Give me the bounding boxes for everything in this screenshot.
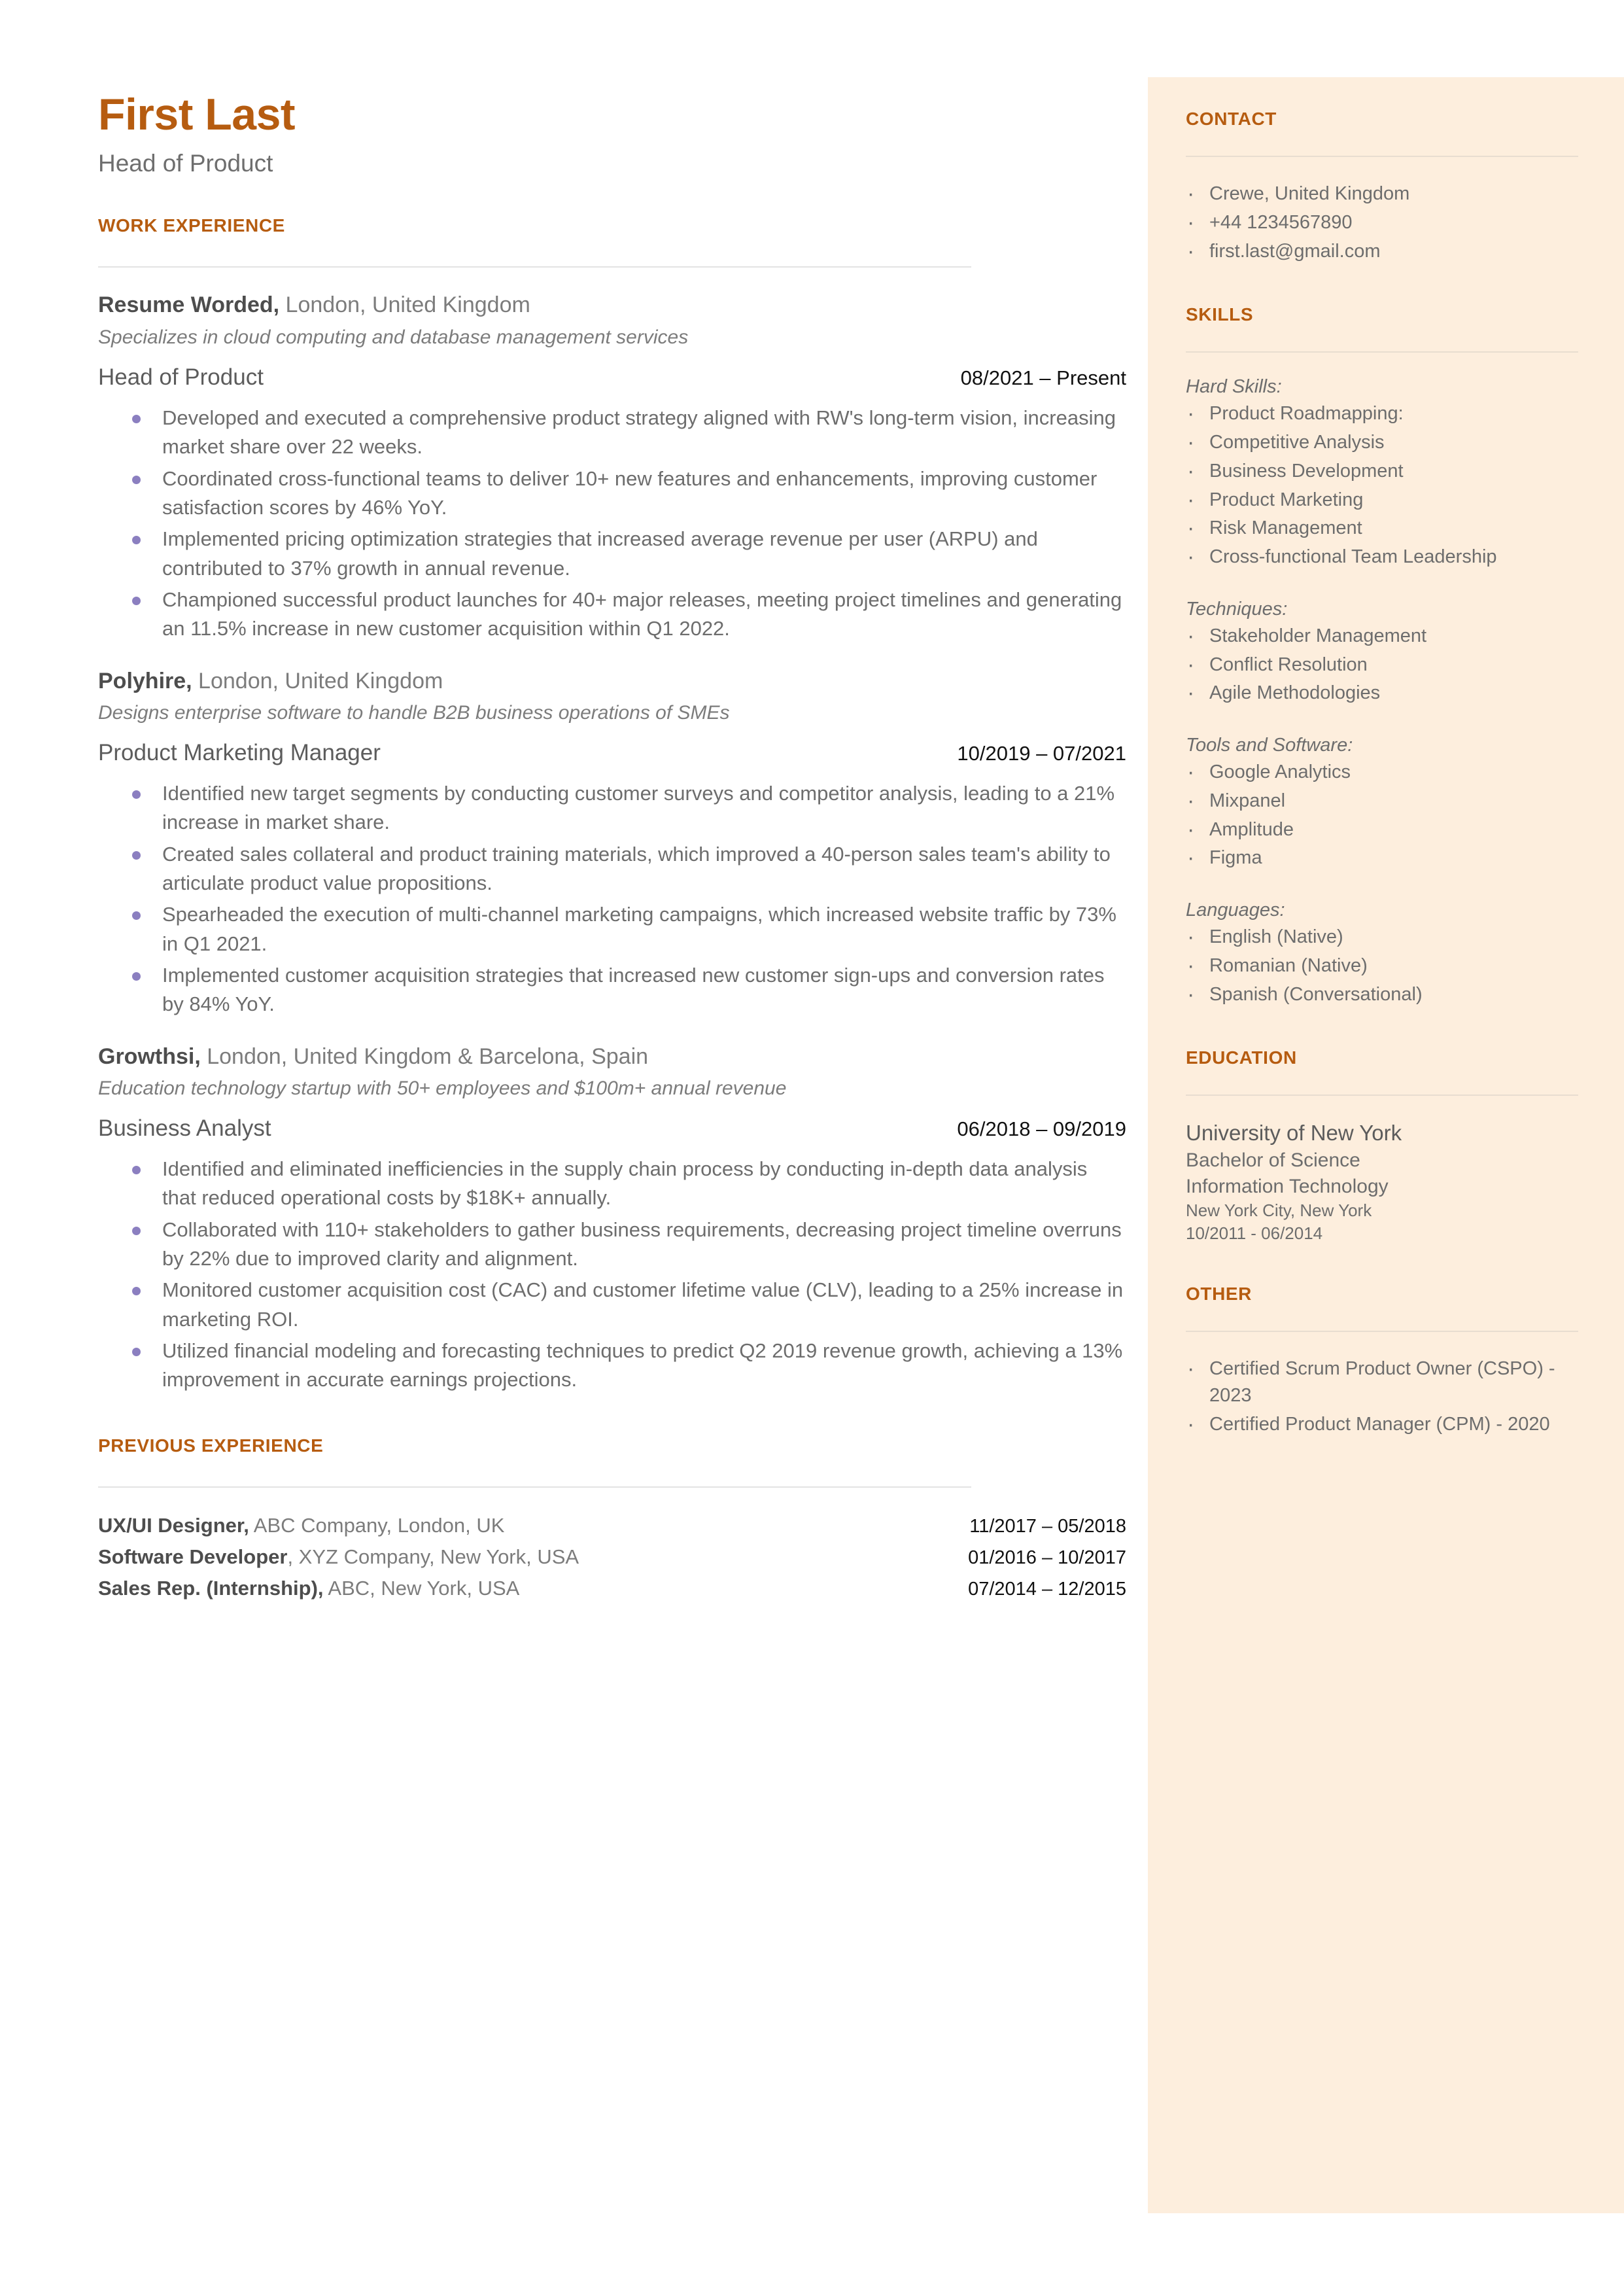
skill-item: · Figma: [1186, 845, 1578, 872]
company-description: Education technology startup with 50+ employees and $100m+ annual revenue: [98, 1077, 787, 1100]
previous-dates: 07/2014 – 12/2015: [968, 1578, 1126, 1600]
spacer: [1186, 1009, 1578, 1047]
job-bullets: [98, 779, 1126, 1019]
skill-item: · Business Development: [1186, 458, 1578, 485]
job-bullets: [98, 404, 1126, 644]
work-entry-company-line: [98, 1043, 1126, 1071]
company-name: Resume Worded,: [98, 292, 280, 318]
job-bullet: Developed and executed a comprehensive product strategy aligned with RW's long-term vision, increasing market share over 22 weeks.: [98, 404, 1126, 462]
other-section: [1186, 1284, 1578, 1439]
skill-group-languages: [1186, 900, 1578, 1008]
previous-role-line: [98, 1514, 504, 1537]
job-bullets: [98, 1155, 1126, 1395]
company-name: Growthsi,: [98, 1043, 201, 1069]
work-experience-section: [98, 215, 1126, 1394]
education-divider: [1186, 1095, 1578, 1096]
company-location: London, United Kingdom: [192, 668, 443, 693]
candidate-name: First Last: [98, 90, 296, 139]
work-entry: [98, 667, 1126, 1019]
work-entry: [98, 291, 1126, 643]
education-section: [1186, 1047, 1578, 1245]
job-title: Product Marketing Manager: [98, 740, 381, 766]
job-bullet: Created sales collateral and product training materials, which improved a 40-person sales team's ability to articulate product value propositions.: [98, 840, 1126, 898]
previous-dates: 11/2017 – 05/2018: [969, 1515, 1126, 1537]
skill-items: [1186, 759, 1578, 872]
contact-list: [1186, 181, 1578, 265]
job-dates: 10/2019 – 07/2021: [957, 742, 1126, 765]
skill-item: · Romanian (Native): [1186, 953, 1578, 980]
skill-group-label: Languages:: [1186, 900, 1285, 920]
previous-experience-divider: [98, 1486, 971, 1488]
education-degree: Bachelor of Science: [1186, 1149, 1360, 1172]
skill-item: · Risk Management: [1186, 515, 1578, 542]
skill-item: · Competitive Analysis: [1186, 429, 1578, 457]
spacer: [1186, 1246, 1578, 1284]
job-bullet: Implemented customer acquisition strategies that increased new customer sign-ups and conversion rates by 84% YoY.: [98, 961, 1126, 1019]
job-bullet: Championed successful product launches for 40+ major releases, meeting project timelines and generating an 11.5% increase in new customer acquisition within Q1 2022.: [98, 586, 1126, 644]
certification-item: · Certified Product Manager (CPM) - 2020: [1186, 1411, 1578, 1439]
work-entry-title-row: [98, 1115, 1126, 1142]
skills-section: [1186, 304, 1578, 1008]
skill-group-techniques: [1186, 599, 1578, 707]
previous-detail: ABC Company, London, UK: [249, 1513, 505, 1537]
skill-item: · Product Marketing: [1186, 487, 1578, 514]
contact-divider: [1186, 156, 1578, 157]
skill-item: · Agile Methodologies: [1186, 680, 1578, 707]
skill-group-tools-and-software: [1186, 735, 1578, 872]
company-name: Polyhire,: [98, 668, 192, 693]
education-section-title: EDUCATION: [1186, 1047, 1297, 1068]
work-entry-company-line: [98, 667, 1126, 695]
previous-detail: , XYZ Company, New York, USA: [287, 1545, 579, 1568]
other-section-title: OTHER: [1186, 1283, 1252, 1304]
skill-items: [1186, 924, 1578, 1008]
previous-role: Sales Rep. (Internship),: [98, 1576, 324, 1600]
previous-experience-list: [98, 1514, 1126, 1600]
job-bullet: Identified new target segments by conducting customer surveys and competitor analysis, leading to a 21% increase in market share.: [98, 779, 1126, 837]
job-bullet: Utilized financial modeling and forecasting techniques to predict Q2 2019 revenue growth, achieving a 13% improvement in accurate earnings projections.: [98, 1337, 1126, 1395]
skill-item: · English (Native): [1186, 924, 1578, 951]
skill-item: · Google Analytics: [1186, 759, 1578, 786]
skill-group-label: Hard Skills:: [1186, 376, 1282, 398]
work-entry-title-row: [98, 364, 1126, 391]
sidebar: [1148, 77, 1624, 2213]
job-bullet: Collaborated with 110+ stakeholders to gather business requirements, decreasing project timeline overruns by 22% due to improved clarity and alignment.: [98, 1216, 1126, 1274]
skill-group-hard-skills: [1186, 376, 1578, 571]
education-school: University of New York: [1186, 1121, 1402, 1146]
skills-section-title: SKILLS: [1186, 304, 1254, 325]
skill-items: [1186, 400, 1578, 571]
skill-item: · Product Roadmapping:: [1186, 400, 1578, 428]
contact-section-title: CONTACT: [1186, 109, 1277, 129]
certification-item: · Certified Scrum Product Owner (CSPO) - 2023: [1186, 1356, 1578, 1410]
previous-role-line: [98, 1577, 519, 1600]
education-field: Information Technology: [1186, 1175, 1389, 1197]
contact-item-location: · Crewe, United Kingdom: [1186, 181, 1578, 208]
work-entry-title-row: [98, 740, 1126, 766]
company-description: Designs enterprise software to handle B2B business operations of SMEs: [98, 702, 730, 724]
skill-item: · Mixpanel: [1186, 788, 1578, 815]
previous-experience-section: [98, 1435, 1126, 1600]
contact-section: [1186, 109, 1578, 265]
skill-item: · Amplitude: [1186, 816, 1578, 844]
previous-experience-row: [98, 1577, 1126, 1600]
main-column: [98, 92, 1126, 1608]
skill-group-label: Tools and Software:: [1186, 735, 1353, 756]
contact-item-phone: · +44 1234567890: [1186, 209, 1578, 237]
previous-experience-title: PREVIOUS EXPERIENCE: [98, 1435, 324, 1456]
work-entry-company-line: [98, 291, 1126, 319]
education-location: New York City, New York: [1186, 1200, 1372, 1221]
company-location: London, United Kingdom: [279, 292, 530, 318]
previous-role: UX/UI Designer,: [98, 1513, 249, 1537]
job-bullet: Identified and eliminated inefficiencies in the supply chain process by conducting in-depth data analysis that reduced operational costs by $18K+ annually.: [98, 1155, 1126, 1213]
skill-item: · Conflict Resolution: [1186, 652, 1578, 679]
work-experience-divider: [98, 266, 971, 268]
previous-role: Software Developer: [98, 1545, 288, 1568]
skills-divider: [1186, 351, 1578, 353]
spacer: [1186, 266, 1578, 304]
skill-item: · Stakeholder Management: [1186, 623, 1578, 650]
candidate-headline: Head of Product: [98, 150, 273, 177]
company-description: Specializes in cloud computing and database management services: [98, 326, 689, 348]
job-dates: 08/2021 – Present: [960, 366, 1126, 389]
job-title: Business Analyst: [98, 1115, 271, 1142]
work-entry: [98, 1043, 1126, 1395]
other-list: [1186, 1356, 1578, 1439]
job-bullet: Coordinated cross-functional teams to deliver 10+ new features and enhancements, improving customer satisfaction scores by 46% YoY.: [98, 464, 1126, 523]
previous-role-line: [98, 1545, 579, 1569]
skill-items: [1186, 623, 1578, 707]
skill-item: · Spanish (Conversational): [1186, 981, 1578, 1009]
job-bullet: Spearheaded the execution of multi-channel marketing campaigns, which increased website traffic by 73% in Q1 2021.: [98, 900, 1126, 958]
company-location: London, United Kingdom & Barcelona, Spain: [200, 1043, 649, 1069]
skill-item: · Cross-functional Team Leadership: [1186, 544, 1578, 571]
previous-dates: 01/2016 – 10/2017: [968, 1547, 1126, 1568]
work-experience-title: WORK EXPERIENCE: [98, 215, 285, 236]
previous-experience-row: [98, 1514, 1126, 1537]
job-bullet: Monitored customer acquisition cost (CAC) and customer lifetime value (CLV), leading to a 25% increase in marketing ROI.: [98, 1276, 1126, 1334]
job-bullet: Implemented pricing optimization strategies that increased average revenue per user (ARPU) and contributed to 37% growth in annual revenue.: [98, 525, 1126, 583]
education-dates: 10/2011 - 06/2014: [1186, 1223, 1323, 1244]
previous-detail: ABC, New York, USA: [323, 1576, 520, 1600]
contact-item-email: · first.last@gmail.com: [1186, 238, 1578, 266]
job-dates: 06/2018 – 09/2019: [957, 1117, 1126, 1141]
other-divider: [1186, 1331, 1578, 1332]
previous-experience-row: [98, 1545, 1126, 1569]
job-title: Head of Product: [98, 364, 264, 390]
skill-group-label: Techniques:: [1186, 598, 1288, 620]
